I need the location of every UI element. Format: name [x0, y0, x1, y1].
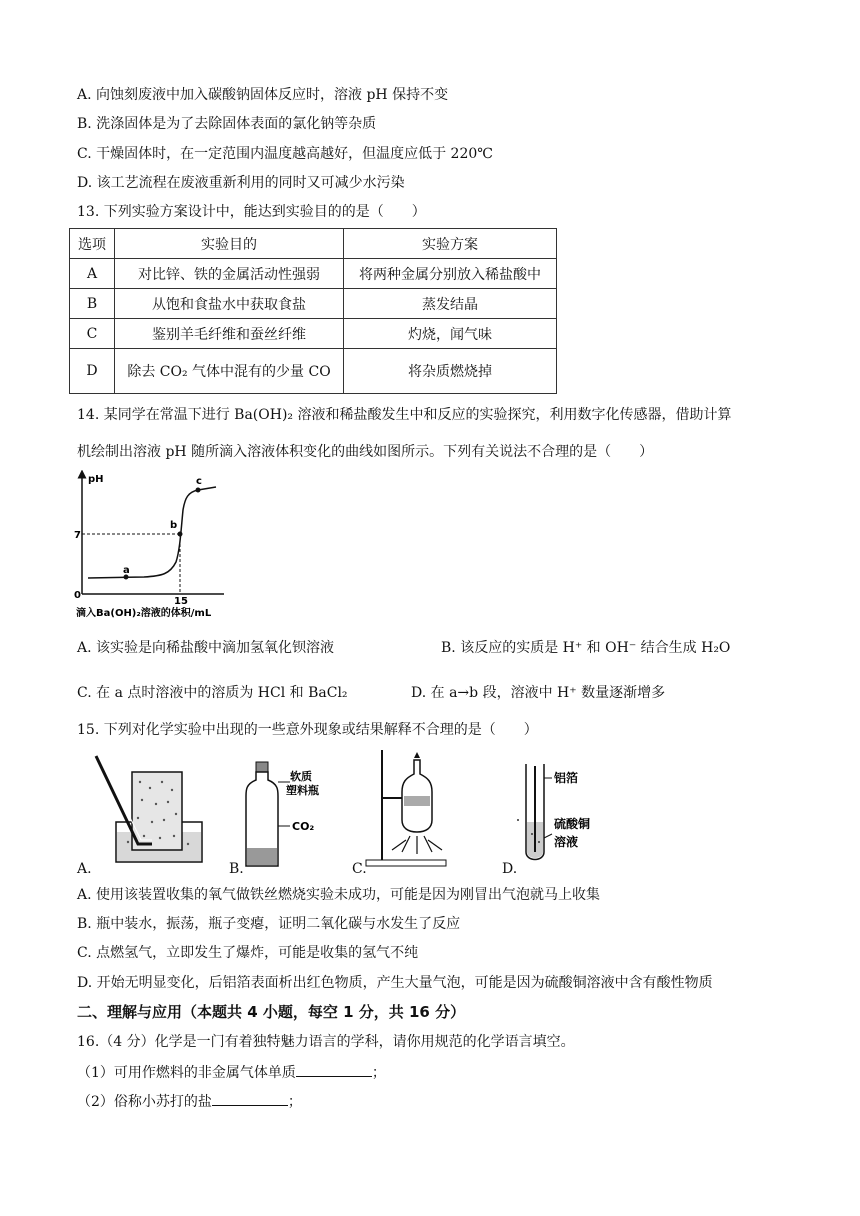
q16-item-2-text: （2）俗称小苏打的盐	[77, 1094, 212, 1110]
q15-figure-c-label: C.	[352, 861, 367, 877]
q14-ph-graph	[74, 470, 234, 620]
table-cell: 鉴别羊毛纤维和蚕丝纤维	[115, 319, 344, 349]
x-axis-label: 滴入Ba(OH)₂溶液的体积/mL	[76, 608, 212, 619]
table-cell: 灼烧，闻气味	[344, 319, 557, 349]
q12-option-c: C. 干燥固体时，在一定范围内温度越高越好，但温度应低于 220℃	[77, 146, 493, 162]
q13-stem: 13. 下列实验方案设计中，能达到实验目的的是（ ）	[77, 204, 426, 220]
table-cell: 蒸发结晶	[344, 289, 557, 319]
q16-item-2	[77, 1091, 302, 1111]
fig-d-label-solution: 溶液	[554, 835, 579, 849]
q15-option-d: D. 开始无明显变化，后铝箔表面析出红色物质，产生大量气泡，可能是因为硫酸铜溶液中含有酸性物质	[77, 975, 713, 991]
q15-figure-a-label: A.	[77, 861, 92, 877]
explosion-lines	[392, 836, 442, 854]
q15-figure-d	[512, 762, 632, 870]
table-cell: 从饱和食盐水中获取食盐	[115, 289, 344, 319]
punctuation: ；	[371, 1065, 386, 1081]
q12-option-b: B. 洗涤固体是为了去除固体表面的氯化钠等杂质	[77, 116, 377, 132]
table-cell: B	[70, 289, 115, 319]
q12-option-a: A. 向蚀刻废液中加入碳酸钠固体反应时，溶液 pH 保持不变	[77, 87, 449, 103]
origin-label: 0	[74, 590, 81, 601]
x-tick-label: 15	[174, 596, 188, 607]
q13-table	[69, 228, 557, 394]
y-axis-label: pH	[88, 474, 104, 485]
q12-option-d: D. 该工艺流程在废液重新利用的同时又可减少水污染	[77, 175, 405, 191]
q15-option-c: C. 点燃氢气，立即发生了爆炸，可能是收集的氢气不纯	[77, 945, 419, 961]
table-row	[70, 349, 557, 394]
fig-d-label-foil: 铝箔	[554, 771, 579, 785]
bottle-water	[247, 848, 277, 865]
table-cell: 对比锌、铁的金属活动性强弱	[115, 259, 344, 289]
stand-base	[366, 860, 446, 866]
q16-item-1	[77, 1062, 386, 1082]
point-c	[196, 488, 201, 493]
table-cell: D	[70, 349, 115, 394]
q15-figure-b-label: B.	[229, 861, 244, 877]
answer-blank[interactable]	[212, 1091, 288, 1106]
q15-option-a: A. 使用该装置收集的氧气做铁丝燃烧实验未成功，可能是因为刚冒出气泡就马上收集	[77, 887, 601, 903]
q14-stem-line1: 14. 某同学在常温下进行 Ba(OH)₂ 溶液和稀盐酸发生中和反应的实验探究，利用数字化传感器，借助计算	[77, 407, 732, 423]
fig-b-label-bottle: 塑料瓶	[286, 784, 319, 797]
q15-figure-a	[92, 752, 207, 867]
point-c-label: c	[196, 476, 202, 487]
table-cell: 将杂质燃烧掉	[344, 349, 557, 394]
point-b	[178, 532, 183, 537]
q16-stem: 16.（4 分）化学是一门有着独特魅力语言的学科，请你用规范的化学语言填空。	[77, 1034, 575, 1050]
q15-stem: 15. 下列对化学实验中出现的一些意外现象或结果解释不合理的是（ ）	[77, 722, 538, 738]
q16-item-1-text: （1）可用作燃料的非金属气体单质	[77, 1065, 296, 1081]
punctuation: ；	[287, 1094, 302, 1110]
q15-option-b: B. 瓶中装水，振荡，瓶子变瘪，证明二氧化碳与水发生了反应	[77, 916, 461, 932]
table-header: 实验方案	[344, 229, 557, 259]
table-row	[70, 319, 557, 349]
point-a-label: a	[123, 565, 130, 576]
bottle-cap	[256, 762, 268, 772]
table-cell: 除去 CO₂ 气体中混有的少量 CO	[115, 349, 344, 394]
table-header: 实验目的	[115, 229, 344, 259]
table-header-row	[70, 229, 557, 259]
q14-option-b: B. 该反应的实质是 H⁺ 和 OH⁻ 结合生成 H₂O	[441, 640, 731, 656]
fig-d-label-cuso4: 硫酸铜	[554, 817, 591, 831]
y-tick-label: 7	[74, 530, 81, 541]
q14-option-c: C. 在 a 点时溶液中的溶质为 HCl 和 BaCl₂	[77, 685, 348, 701]
q15-figure-d-label: D.	[502, 861, 518, 877]
section-2-title: 二、理解与应用（本题共 4 小题，每空 1 分，共 16 分）	[77, 1003, 466, 1021]
table-row	[70, 259, 557, 289]
fig-b-label-soft: 软质	[290, 770, 312, 783]
table-header: 选项	[70, 229, 115, 259]
q14-option-d: D. 在 a→b 段，溶液中 H⁺ 数量逐渐增多	[411, 685, 666, 701]
answer-blank[interactable]	[296, 1062, 372, 1077]
table-cell: A	[70, 259, 115, 289]
q15-figure-c	[362, 748, 452, 870]
gas-jar	[132, 772, 182, 850]
table-cell: C	[70, 319, 115, 349]
ph-curve	[88, 487, 216, 578]
table-row	[70, 289, 557, 319]
table-cell: 将两种金属分别放入稀盐酸中	[344, 259, 557, 289]
q15-figure-b	[244, 760, 324, 872]
point-b-label: b	[170, 520, 178, 531]
q14-stem-line2: 机绘制出溶液 pH 随所滴入溶液体积变化的曲线如图所示。下列有关说法不合理的是（ ）	[77, 444, 654, 460]
q14-option-a: A. 该实验是向稀盐酸中滴加氢氧化钡溶液	[77, 640, 335, 656]
fig-b-label-co2: CO₂	[292, 820, 315, 833]
